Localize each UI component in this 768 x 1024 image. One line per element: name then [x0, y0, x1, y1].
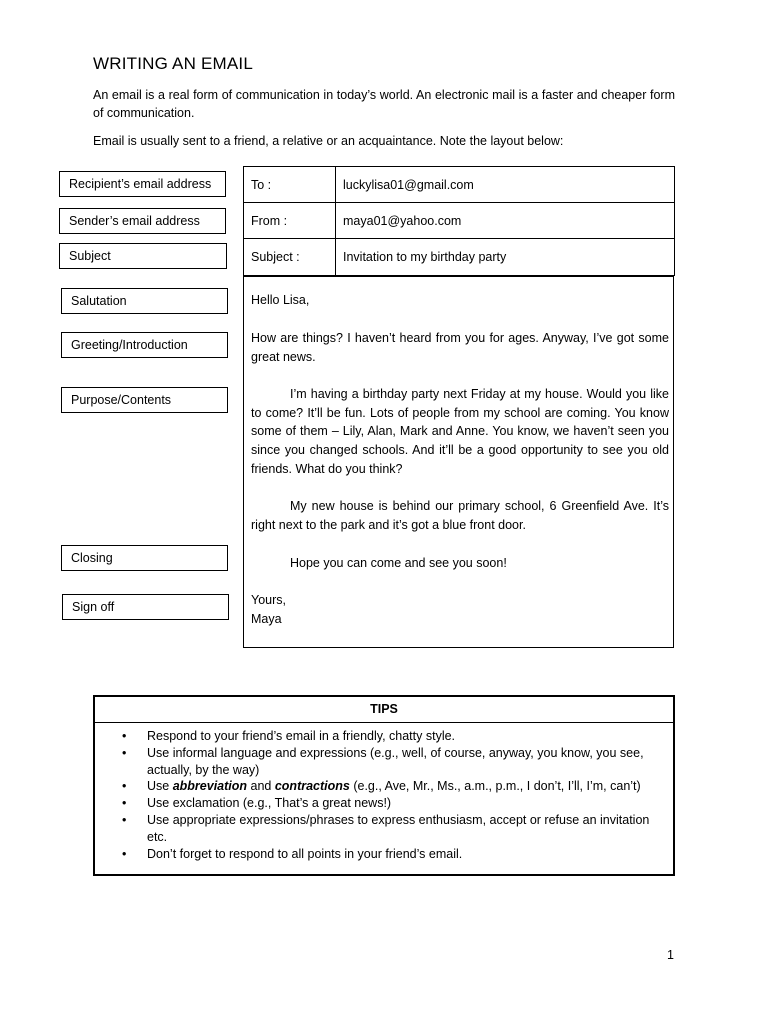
- tips-item: • Don’t forget to respond to all points in your friend’s email.: [122, 846, 463, 861]
- email-salutation: Hello Lisa,: [251, 293, 310, 307]
- email-closing: Hope you can come and see you soon!: [290, 556, 507, 570]
- subject-value: Invitation to my birthday party: [335, 238, 675, 276]
- tips-item: • Use abbreviation and contractions (e.g., Ave, Mr., Ms., a.m., p.m., I don’t, I’ll, I’m, can’t): [122, 779, 641, 794]
- intro-paragraph-2: Email is usually sent to a friend, a relative or an acquaintance. Note the layout below:: [93, 134, 564, 148]
- bullet-icon: •: [122, 745, 127, 760]
- page-title: WRITING AN EMAIL: [93, 54, 253, 73]
- tips-box: [93, 695, 675, 876]
- email-purpose-2: My new house is behind our primary school, 6 Greenfield Ave. It’s right next to the park and it’s got a blue front door.: [251, 499, 669, 532]
- to-value: luckylisa01@gmail.com: [335, 166, 675, 203]
- email-greeting: How are things? I haven’t heard from you for ages. Anyway, I’ve got some great news.: [251, 331, 669, 364]
- tips-heading: TIPS: [95, 697, 673, 723]
- intro-paragraph-1: An email is a real form of communication in today’s world. An electronic mail is a faster and cheaper form of communication.: [93, 88, 675, 120]
- label-signoff: Sign off: [62, 594, 229, 620]
- label-recipient: Recipient’s email address: [59, 171, 226, 197]
- to-label: To :: [243, 166, 336, 203]
- bullet-icon: •: [122, 846, 127, 861]
- email-signoff-line-1: Yours,: [251, 593, 286, 607]
- email-purpose-1: I’m having a birthday party next Friday at my house. Would you like to come? It’ll be fun. Lots of people from my school are coming. You know some of them – Lily, Alan, Mark and Anne. You know, we haven’t seen you since you changed schools. And it’ll be a good opportunity to see you old friends. What do you think?: [251, 387, 669, 476]
- emphasis-contractions: contractions: [274, 779, 350, 794]
- label-sender: Sender’s email address: [59, 208, 226, 234]
- tips-item: • Use informal language and expressions (e.g., well, of course, anyway, you know, you see, actually, by the way): [122, 745, 644, 777]
- tips-item: • Use exclamation (e.g., That’s a great news!): [122, 796, 392, 811]
- emphasis-abbreviation: abbreviation: [172, 779, 248, 794]
- tips-item: • Use appropriate expressions/phrases to express enthusiasm, accept or refuse an invitation etc.: [122, 812, 650, 844]
- from-label: From :: [243, 202, 336, 239]
- subject-label: Subject :: [243, 238, 336, 276]
- label-greeting: Greeting/Introduction: [61, 332, 228, 358]
- label-subject: Subject: [59, 243, 227, 269]
- label-closing: Closing: [61, 545, 228, 571]
- bullet-icon: •: [122, 729, 127, 743]
- page-number: 1: [667, 948, 674, 962]
- bullet-icon: •: [122, 796, 127, 811]
- label-purpose: Purpose/Contents: [61, 387, 228, 413]
- email-body: [243, 276, 674, 648]
- tips-item: • Respond to your friend’s email in a friendly, chatty style.: [122, 729, 456, 743]
- label-salutation: Salutation: [61, 288, 228, 314]
- from-value: maya01@yahoo.com: [335, 202, 675, 239]
- tips-list: [95, 723, 673, 862]
- bullet-icon: •: [122, 779, 127, 794]
- email-signoff-line-2: Maya: [251, 612, 282, 626]
- bullet-icon: •: [122, 812, 127, 827]
